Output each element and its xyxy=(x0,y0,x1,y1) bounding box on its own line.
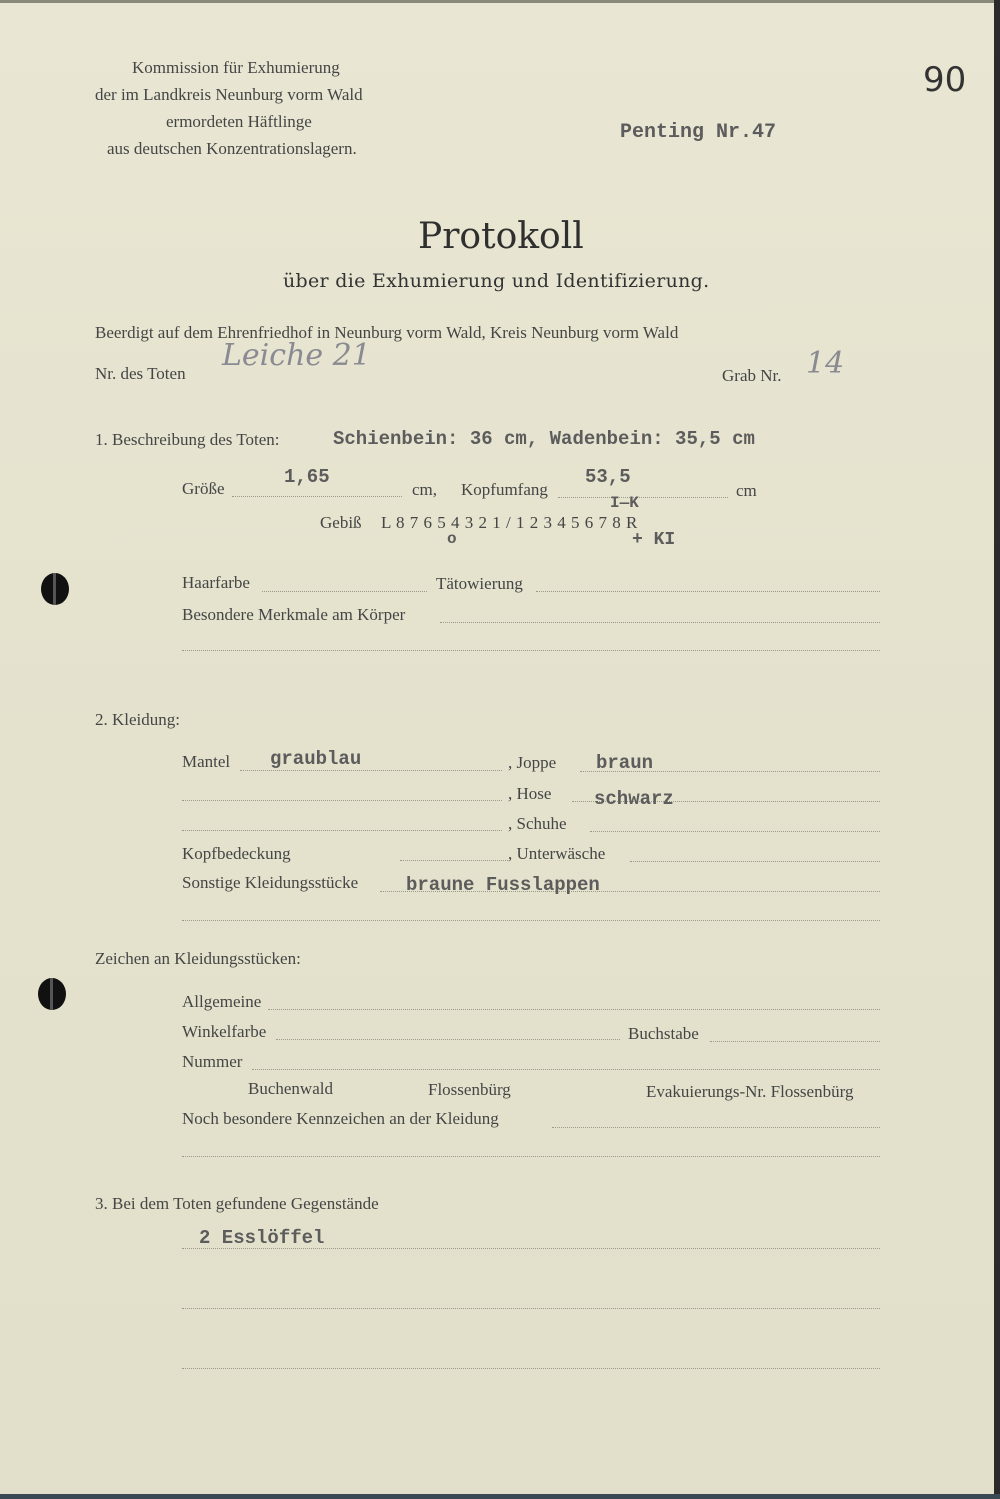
shoes-line xyxy=(590,831,880,832)
trousers-label: , Hose xyxy=(508,784,552,803)
cm-label-1: cm, xyxy=(412,480,438,499)
number-line xyxy=(252,1069,880,1070)
tattoo-label: Tätowierung xyxy=(436,574,523,593)
items-line-3 xyxy=(182,1368,880,1369)
trousers-value: schwarz xyxy=(594,788,674,810)
section1-heading: 1. Beschreibung des Toten: xyxy=(95,430,280,449)
jacket-value: braun xyxy=(596,752,654,774)
grave-label: Grab Nr. xyxy=(722,366,782,385)
other-clothes-line-2 xyxy=(182,920,880,921)
angle-color-label: Winkelfarbe xyxy=(182,1022,267,1041)
letter-line xyxy=(710,1041,880,1042)
location-ref: Penting Nr.47 xyxy=(620,121,777,144)
coat-label: Mantel xyxy=(182,752,231,771)
page-subtitle: über die Exhumierung und Identifizierung. xyxy=(283,270,710,292)
size-value: 1,65 xyxy=(284,466,330,488)
special-marks-label: Noch besondere Kennzeichen an der Kleidung xyxy=(182,1109,499,1128)
size-line xyxy=(232,496,402,497)
coat-line xyxy=(240,770,502,771)
teeth-label: Gebiß xyxy=(320,513,362,532)
dead-number-value: Leiche 21 xyxy=(222,338,371,373)
other-clothes-label: Sonstige Kleidungsstücke xyxy=(182,873,359,892)
items-line-2 xyxy=(182,1308,880,1309)
commission-line-4: aus deutschen Konzentrationslagern. xyxy=(107,139,357,158)
marks-line-2 xyxy=(182,650,880,651)
coat-value: graublau xyxy=(270,748,362,770)
marks-line xyxy=(440,622,880,623)
body-marks-label: Besondere Merkmale am Körper xyxy=(182,605,406,624)
blank-line-1 xyxy=(182,800,502,801)
size-label: Größe xyxy=(182,479,225,498)
head-line xyxy=(558,497,728,498)
hair-line xyxy=(262,591,427,592)
headwear-line xyxy=(400,860,508,861)
burial-line: Beerdigt auf dem Ehrenfriedhof in Neunburg vorm Wald, Kreis Neunburg vorm Wald xyxy=(95,323,679,342)
evacuation-number-label: Evakuierungs-Nr. Flossenbürg xyxy=(646,1082,854,1101)
buchenwald-label: Buchenwald xyxy=(248,1079,333,1098)
section2-heading: 2. Kleidung: xyxy=(95,710,180,729)
page-number: 90 xyxy=(923,60,967,100)
teeth-row: L 8 7 6 5 4 3 2 1 / 1 2 3 4 5 6 7 8 R xyxy=(381,513,638,532)
tattoo-line xyxy=(536,591,880,592)
commission-line-3: ermordeten Häftlinge xyxy=(166,112,312,131)
number-label: Nummer xyxy=(182,1052,243,1071)
items-line-1 xyxy=(182,1248,880,1249)
head-circumference-label: Kopfumfang xyxy=(461,480,548,499)
teeth-annotation-left: o xyxy=(447,530,457,548)
commission-line-2: der im Landkreis Neunburg vorm Wald xyxy=(95,85,363,104)
scan-edge-bottom xyxy=(0,1494,1000,1499)
commission-line-1: Kommission für Exhumierung xyxy=(132,58,340,77)
head-circumference-value: 53,5 xyxy=(585,466,631,488)
page-title: Protokoll xyxy=(418,216,584,257)
punch-hole-lower xyxy=(38,978,66,1010)
grave-value: 14 xyxy=(806,346,845,381)
teeth-annotation-above: I—K xyxy=(610,494,639,512)
punch-hole-upper xyxy=(41,573,69,605)
general-label: Allgemeine xyxy=(182,992,262,1011)
underwear-line xyxy=(630,861,880,862)
section1-typed-note: Schienbein: 36 cm, Wadenbein: 35,5 cm xyxy=(333,428,755,450)
general-line xyxy=(268,1009,880,1010)
underwear-label: , Unterwäsche xyxy=(508,844,606,863)
hair-color-label: Haarfarbe xyxy=(182,573,250,592)
clothing-marks-heading: Zeichen an Kleidungsstücken: xyxy=(95,949,301,968)
blank-line-2 xyxy=(182,830,502,831)
dead-number-label: Nr. des Toten xyxy=(95,364,186,383)
special-marks-line xyxy=(552,1127,880,1128)
section3-heading: 3. Bei dem Toten gefundene Gegenstände xyxy=(95,1194,379,1213)
found-item: 2 Esslöffel xyxy=(199,1227,325,1249)
other-clothes-value: braune Fusslappen xyxy=(406,874,600,896)
special-marks-line-2 xyxy=(182,1156,880,1157)
scan-edge-top xyxy=(0,0,1000,3)
shoes-label: , Schuhe xyxy=(508,814,567,833)
teeth-annotation-right: + KI xyxy=(632,530,676,550)
cm-label-2: cm xyxy=(736,481,757,500)
headwear-label: Kopfbedeckung xyxy=(182,844,291,863)
jacket-label: , Joppe xyxy=(508,753,557,772)
letter-label: Buchstabe xyxy=(628,1024,699,1043)
flossenburg-label: Flossenbürg xyxy=(428,1080,511,1099)
scan-edge-right xyxy=(994,0,1000,1499)
angle-color-line xyxy=(276,1039,620,1040)
